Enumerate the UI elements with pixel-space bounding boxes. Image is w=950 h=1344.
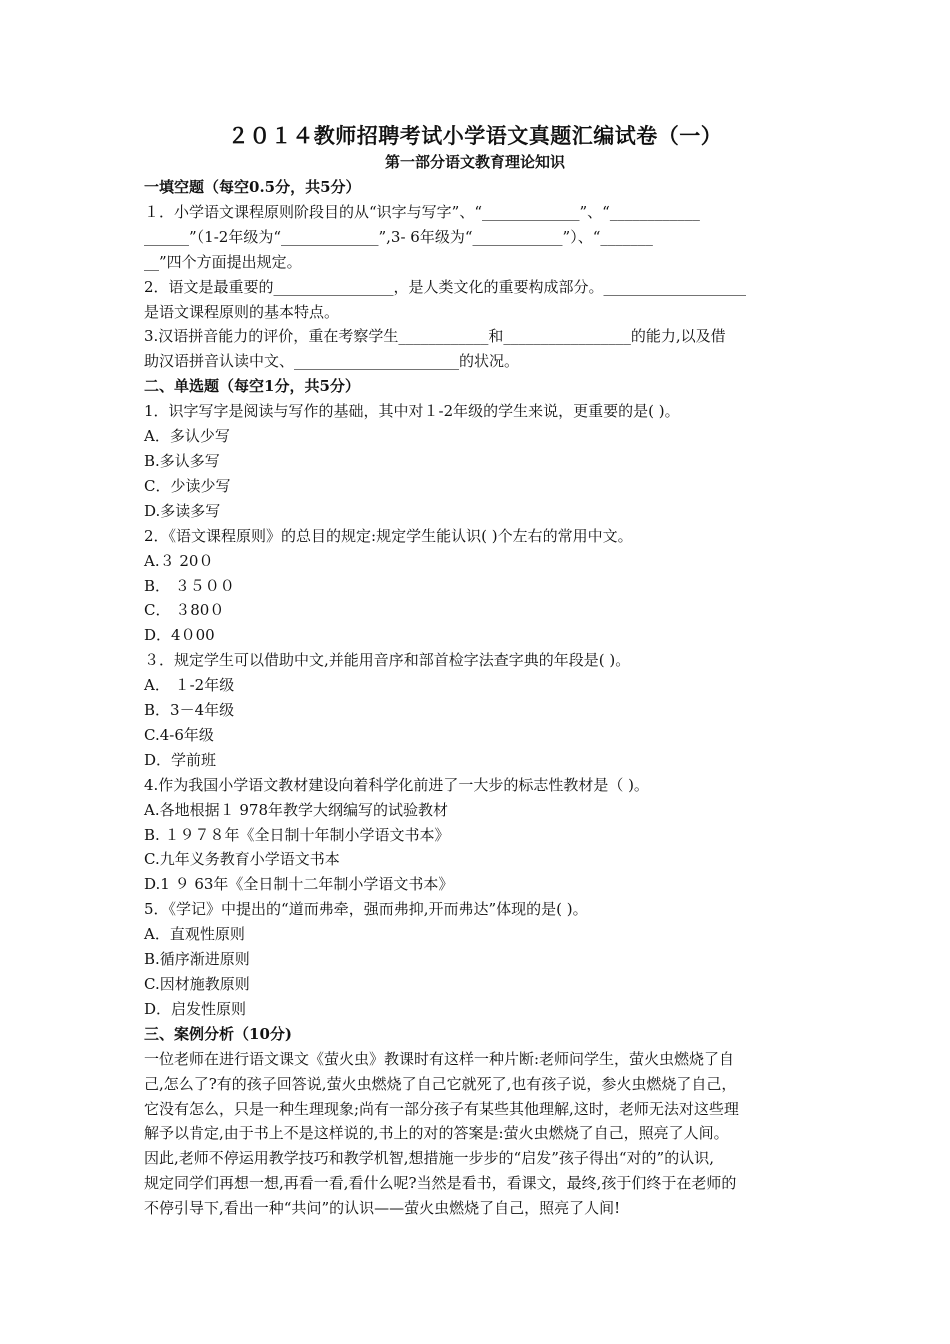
mc-option: B． ３５００ — [144, 576, 235, 595]
mc-question-stem: 1．识字写字是阅读与写作的基础，其中对１-2年级的学生来说，更重要的是( )。 — [144, 402, 680, 421]
mc-option: B. １９７８年《全日制十年制小学语文书本》 — [144, 825, 450, 844]
page-title: ２０１４教师招聘考试小学语文真题汇编试卷（一） — [227, 123, 723, 148]
mc-option: C.4-6年级 — [144, 725, 214, 744]
mc-option: C.九年义务教育小学语文书本 — [144, 850, 340, 869]
case-text-line: 规定同学们再想一想,再看一看,看什么呢?当然是看书，看课文，最终,孩于们终于在老师的 — [144, 1174, 737, 1193]
page-subtitle: 第一部分语文教育理论知识 — [384, 153, 565, 171]
mc-option: D．学前班 — [144, 750, 217, 769]
mc-option: D．启发性原则 — [144, 999, 247, 1018]
mc-option: C．少读少写 — [144, 476, 231, 495]
q2-line2: 是语文课程原则的基本特点。 — [144, 302, 340, 321]
case-text-line: 它没有怎么，只是一种生理现象;尚有一部分孩子有某些其他理解,这时，老师无法对这些理 — [144, 1099, 739, 1118]
mc-option: D.1 ９ 63年《全日制十二年制小学语文书本》 — [144, 875, 454, 894]
section2-heading: 二、单选题（每空1分，共5分） — [144, 377, 360, 396]
q3-line1: 3.汉语拼音能力的评价，重在考察学生____________和_________________的能力,以及借 — [144, 327, 726, 346]
mc-question-stem: 4.作为我国小学语文教材建设向着科学化前进了一大步的标志性教材是（ )。 — [144, 775, 649, 794]
mc-option: C.因材施教原则 — [144, 975, 250, 993]
mc-option: A．多认少写 — [144, 427, 230, 446]
mc-option: B.循序渐进原则 — [144, 950, 250, 969]
q3-line2: 助汉语拼音认读中文、______________________的状况。 — [144, 352, 520, 371]
mc-question-stem: ３．规定学生可以借助中文,并能用音序和部首检字法查字典的年段是( )。 — [144, 651, 631, 670]
mc-question-stem: 5．《学记》中提出的“道而弗牵，强而弗抑,开而弗达”体现的是( )。 — [144, 900, 588, 919]
q2-line1: 2．语文是最重要的________________，是人类文化的重要构成部分。___________________ — [144, 277, 747, 296]
mc-option: C． ３80０ — [144, 601, 225, 620]
mc-option: A.各地根据１ 978年教学大纲编写的试验教材 — [144, 800, 449, 819]
case-text-line: 不停引导下,看出一种“共问”的认识——萤火虫燃烧了自己，照亮了人间! — [144, 1199, 621, 1218]
q1-line2: ______”（1-2年级为“_____________”,3- 6年级为“____________”）、“_______ — [144, 227, 653, 246]
q1-line1: １．小学语文课程原则阶段目的从“识字与写字”、“_____________”、“____________ — [144, 202, 700, 221]
mc-option: D．4０00 — [144, 626, 215, 645]
mc-option: A．直观性原则 — [144, 925, 245, 944]
mc-question-stem: 2．《语文课程原则》的总目的规定:规定学生能认识( )个左右的常用中文。 — [144, 526, 633, 545]
mc-option: B．3－4年级 — [144, 701, 235, 720]
document-body — [144, 175, 810, 1221]
mc-option: A． １-2年级 — [144, 676, 235, 695]
q1-line3: __”四个方面提出规定。 — [144, 252, 302, 271]
section1-heading: 一填空题（每空0.5分，共5分） — [144, 178, 361, 196]
case-text-line: 因此,老师不停运用教学技巧和教学机智,想措施一步步的“启发”孩子得出“对的”的认识, — [144, 1149, 714, 1168]
mc-option: B.多认多写 — [144, 451, 220, 470]
case-text-line: 己,怎么了?有的孩子回答说,萤火虫燃烧了自己它就死了,也有孩子说，参火虫燃烧了自己， — [144, 1074, 737, 1093]
mc-option: A.３ 20０ — [144, 551, 214, 570]
case-text-line: 解予以肯定,由于书上不是这样说的,书上的对的答案是:萤火虫燃烧了自己，照亮了人间。 — [144, 1124, 729, 1143]
section3-heading: 三、案例分析（10分) — [144, 1024, 292, 1043]
mc-option: D.多读多写 — [144, 501, 221, 520]
case-text-line: 一位老师在进行语文课文《萤火虫》教课时有这样一种片断:老师问学生，萤火虫燃烧了自 — [144, 1049, 735, 1068]
